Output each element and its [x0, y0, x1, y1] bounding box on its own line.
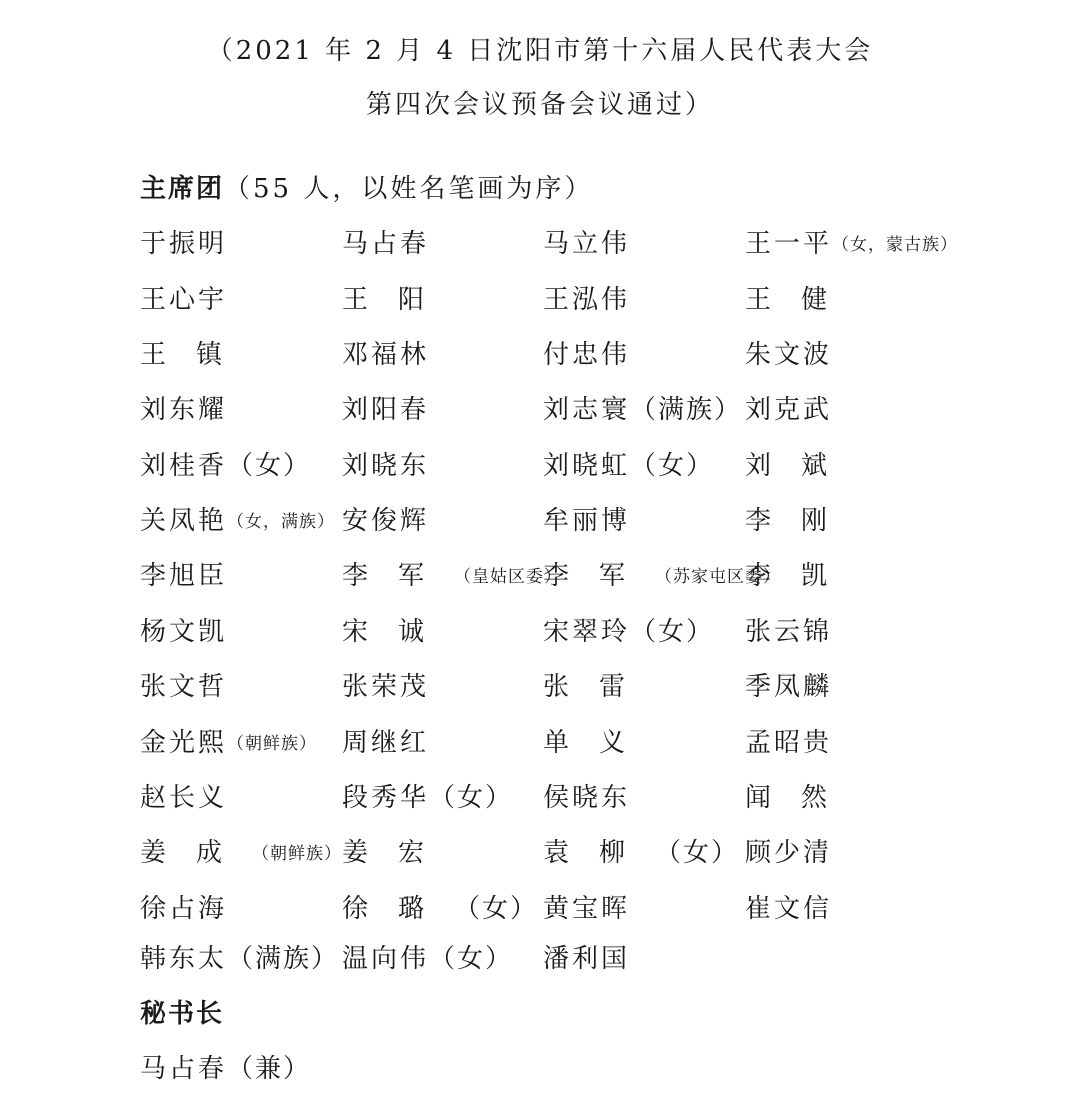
member-name: 宋诚: [342, 617, 455, 647]
member-name: 韩东太: [140, 944, 228, 974]
member-name: 于振明: [140, 229, 228, 259]
roster-row: [0, 777, 1080, 817]
member-entry: [342, 611, 542, 648]
member-entry: [140, 223, 340, 260]
header-line-1: （2021 年 2 月 4 日沈阳市第十六届人民代表大会: [206, 36, 874, 66]
member-note: （朝鲜族）: [227, 734, 318, 754]
member-entry: [543, 722, 743, 759]
roster-row: [0, 223, 1080, 263]
member-name: 马立伟: [543, 229, 631, 259]
secretary-entry: [140, 1048, 340, 1085]
member-name: 李军: [543, 561, 656, 591]
member-name: 刘晓东: [342, 451, 430, 481]
member-note: （女，满族）: [227, 512, 336, 532]
roster-row: [0, 832, 1080, 872]
member-entry: [745, 611, 945, 648]
member-name: 李旭臣: [140, 561, 228, 591]
member-name: 付忠伟: [543, 340, 631, 370]
member-name: 王泓伟: [543, 285, 631, 315]
member-entry: [140, 888, 340, 925]
member-entry: [140, 722, 340, 759]
member-name: 张雷: [543, 672, 656, 702]
member-name: 宋翠玲: [543, 617, 631, 647]
member-name: 王健: [745, 285, 858, 315]
member-entry: [745, 223, 959, 260]
member-note: （女，蒙古族）: [832, 235, 959, 255]
member-name: 黄宝晖: [543, 894, 631, 924]
header-line-2: 第四次会议预备会议通过）: [365, 90, 714, 120]
secretary-heading: [140, 993, 224, 1030]
member-name: 李凯: [745, 561, 858, 591]
member-entry: [745, 777, 945, 814]
secretary-tag: （兼）: [227, 1054, 312, 1084]
member-entry: [342, 666, 542, 703]
member-entry: [342, 888, 542, 925]
member-note: （女）: [630, 451, 715, 481]
member-name: 金光熙: [140, 728, 228, 758]
member-note: （满族）: [630, 395, 743, 425]
member-name: 单义: [543, 728, 656, 758]
roster-row: [0, 722, 1080, 762]
member-entry: [745, 832, 945, 869]
member-name: 徐占海: [140, 894, 228, 924]
member-name: 杨文凯: [140, 617, 228, 647]
member-entry: [342, 722, 542, 759]
member-name: 马占春: [342, 229, 430, 259]
member-entry: [745, 722, 945, 759]
member-name: 季凤麟: [745, 672, 833, 702]
member-note: （女）: [630, 617, 715, 647]
roster-row: [0, 666, 1080, 706]
member-name: 安俊辉: [342, 506, 430, 536]
member-entry: [745, 279, 945, 316]
member-note: （满族）: [227, 944, 340, 974]
member-name: 徐璐: [342, 894, 455, 924]
member-note: （女）: [429, 944, 514, 974]
member-entry: [342, 777, 542, 814]
member-entry: [543, 500, 743, 537]
member-name: 张云锦: [745, 617, 833, 647]
member-entry: [543, 777, 743, 814]
member-name: 牟丽博: [543, 506, 631, 536]
member-entry: [140, 938, 340, 975]
member-entry: [140, 389, 340, 426]
member-name: 姜成: [140, 838, 253, 868]
secretary-title: 秘书长: [140, 999, 225, 1029]
member-note: （女）: [429, 783, 514, 813]
roster-row: [0, 611, 1080, 651]
member-name: 刘东耀: [140, 395, 228, 425]
member-entry: [543, 334, 743, 371]
member-note: （女）: [227, 451, 312, 481]
roster-row: [0, 555, 1080, 595]
member-name: 温向伟: [342, 944, 430, 974]
member-name: 王心宇: [140, 285, 228, 315]
member-name: 侯晓东: [543, 783, 631, 813]
member-entry: [745, 500, 945, 537]
member-entry: [140, 334, 340, 371]
roster-row: [0, 389, 1080, 429]
member-entry: [745, 666, 945, 703]
member-name: 朱文波: [745, 340, 833, 370]
member-name: 王镇: [140, 340, 253, 370]
member-note: （朝鲜族）: [252, 844, 343, 864]
member-name: 周继红: [342, 728, 430, 758]
member-name: 邓福林: [342, 340, 430, 370]
member-name: 袁柳: [543, 838, 656, 868]
member-name: 刘桂香: [140, 451, 228, 481]
member-entry: [140, 500, 340, 537]
member-entry: [342, 555, 563, 592]
roster-row: [0, 334, 1080, 374]
member-name: 李刚: [745, 506, 858, 536]
member-entry: [543, 832, 743, 869]
secretary-row: [0, 1048, 1080, 1088]
member-note: （苏家屯区委）: [655, 567, 782, 587]
member-name: 刘阳春: [342, 395, 430, 425]
member-entry: [745, 445, 945, 482]
member-name: 刘志寰: [543, 395, 631, 425]
member-name: 赵长义: [140, 783, 228, 813]
member-entry: [342, 334, 542, 371]
member-entry: [140, 555, 340, 592]
member-name: 顾少清: [745, 838, 833, 868]
member-entry: [543, 223, 743, 260]
roster-row: [0, 445, 1080, 485]
member-name: 刘晓虹: [543, 451, 631, 481]
member-entry: [140, 777, 340, 814]
presidium-title: 主席团: [140, 174, 225, 204]
member-entry: [745, 555, 945, 592]
member-name: 孟昭贵: [745, 728, 833, 758]
member-note: （皇姑区委）: [454, 567, 563, 587]
member-name: 段秀华: [342, 783, 430, 813]
member-note: （女）: [454, 894, 539, 924]
member-entry: [543, 279, 743, 316]
member-name: 闻然: [745, 783, 858, 813]
member-name: 王一平: [745, 229, 833, 259]
member-entry: [543, 555, 782, 592]
member-entry: [543, 389, 743, 426]
member-entry: [140, 611, 340, 648]
member-entry: [745, 888, 945, 925]
member-entry: [543, 445, 743, 482]
member-entry: [140, 832, 343, 869]
roster-row: [0, 888, 1080, 928]
member-name: 张荣茂: [342, 672, 430, 702]
member-name: 李军: [342, 561, 455, 591]
member-entry: [342, 279, 542, 316]
secretary-name: 马占春: [140, 1054, 228, 1084]
member-entry: [543, 888, 743, 925]
member-name: 崔文信: [745, 894, 833, 924]
member-entry: [140, 666, 340, 703]
member-entry: [342, 223, 542, 260]
member-entry: [140, 279, 340, 316]
member-entry: [342, 500, 542, 537]
presidium-note: （55 人，以姓名笔画为序）: [224, 174, 594, 204]
member-name: 张文哲: [140, 672, 228, 702]
member-entry: [342, 389, 542, 426]
roster-row: [0, 500, 1080, 540]
member-name: 潘利国: [543, 944, 631, 974]
roster-row: [0, 279, 1080, 319]
member-entry: [342, 938, 542, 975]
member-entry: [543, 938, 743, 975]
member-entry: [342, 445, 542, 482]
member-name: 刘克武: [745, 395, 833, 425]
member-name: 王阳: [342, 285, 455, 315]
member-entry: [543, 611, 743, 648]
member-name: 关凤艳: [140, 506, 228, 536]
member-entry: [342, 832, 542, 869]
member-entry: [543, 666, 743, 703]
roster-row: [0, 938, 1080, 978]
member-entry: [745, 334, 945, 371]
presidium-heading: [140, 168, 593, 205]
member-note: （女）: [655, 838, 740, 868]
member-name: 姜宏: [342, 838, 455, 868]
member-name: 刘斌: [745, 451, 858, 481]
member-entry: [745, 389, 945, 426]
member-entry: [140, 445, 340, 482]
